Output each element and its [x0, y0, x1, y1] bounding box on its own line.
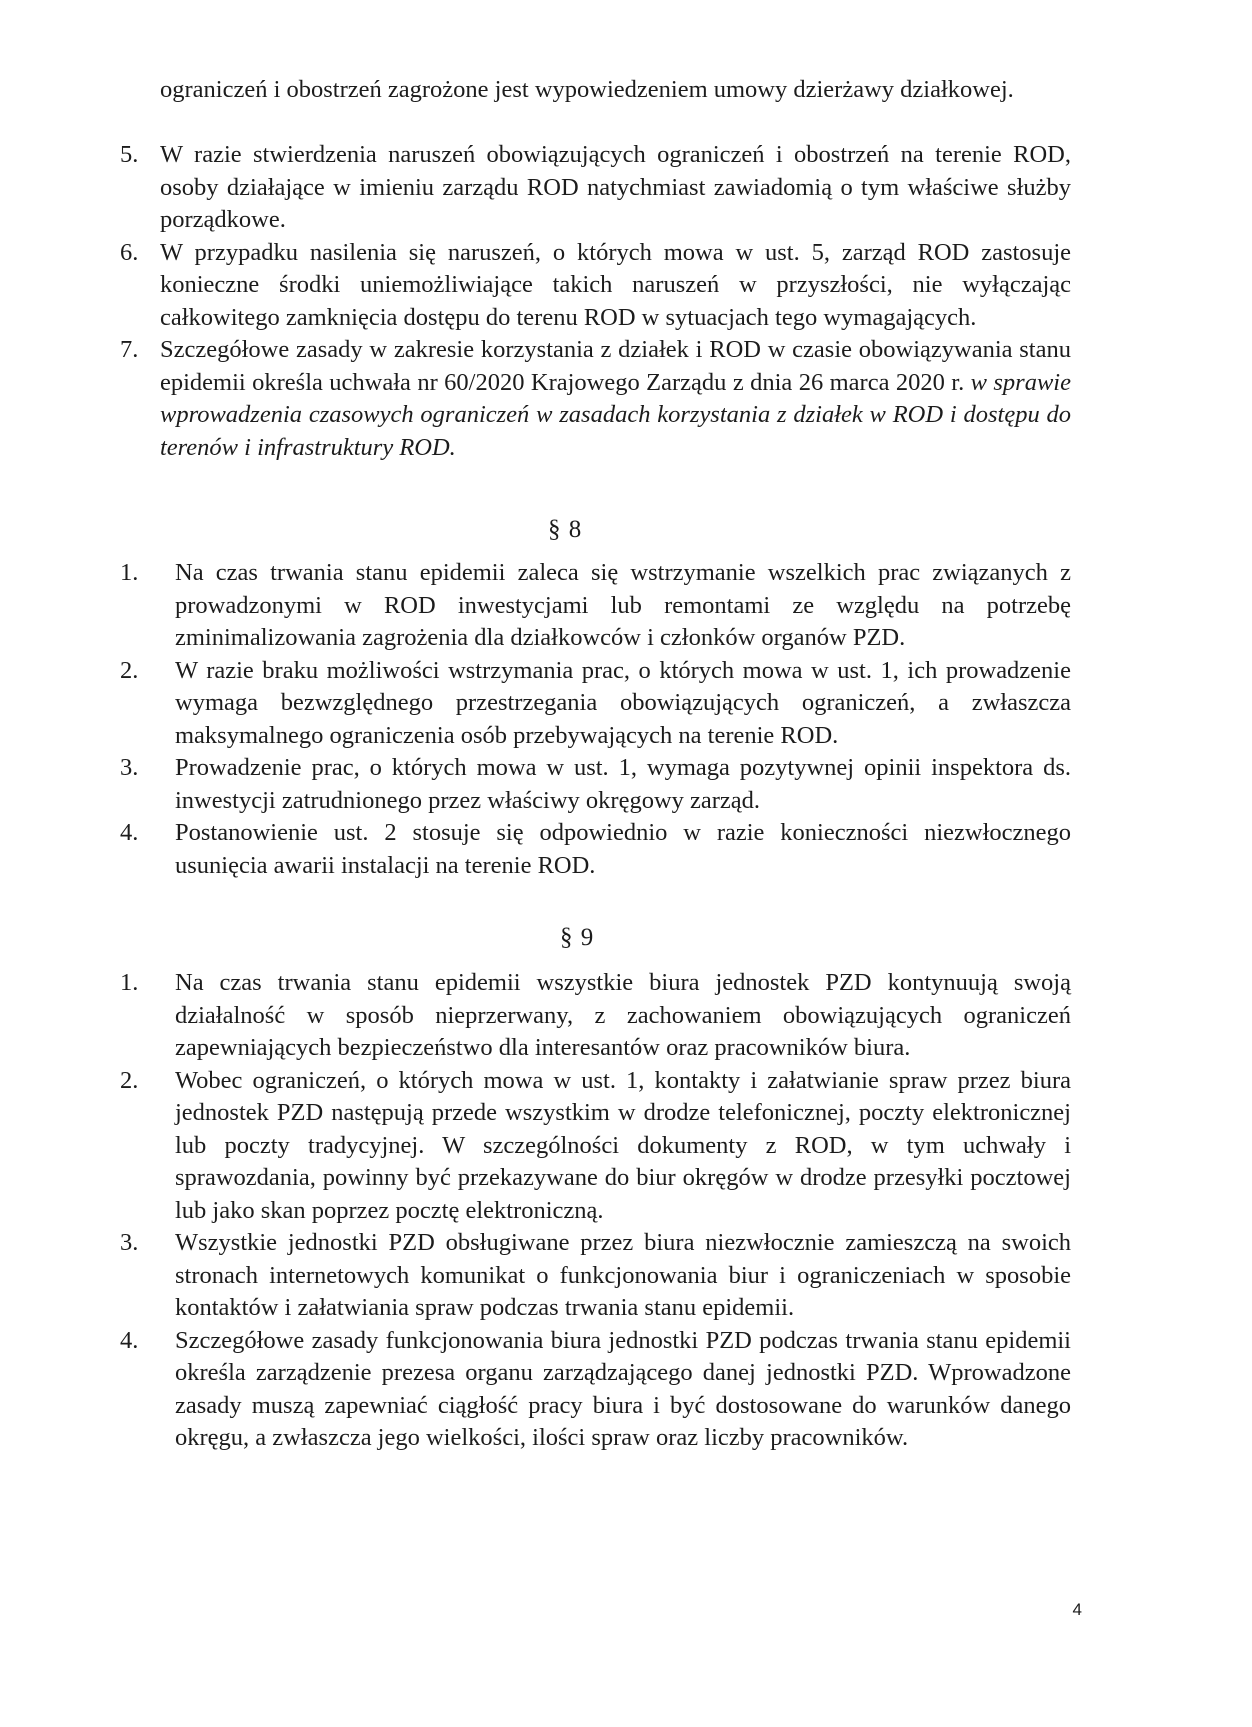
item-text: Postanowienie ust. 2 stosuje się odpowiednio w razie konieczności niezwłocznego usunięcia awarii instalacji na terenie ROD.	[175, 819, 1071, 879]
item-text: W razie braku możliwości wstrzymania prac, o których mowa w ust. 1, ich prowadzenie wymaga bezwzględnego przestrzegania obowiązujących ograniczeń, a zwłaszcza maksymalnego ograniczenia osób przebywających na terenie ROD.	[175, 656, 1071, 749]
item-number: 3.	[120, 754, 139, 781]
page-number: 4	[1072, 1600, 1082, 1619]
item-text: Na czas trwania stanu epidemii zaleca się wstrzymanie wszelkich prac związanych z prowadzonymi w ROD inwestycjami lub remontami ze względu na potrzebę zminimalizowania zagrożenia dla działkowców i członków organów PZD.	[175, 559, 1071, 651]
continuation-paragraph: ograniczeń i obostrzeń zagrożone jest wypowiedzeniem umowy dzierżawy działkowej.	[160, 76, 1014, 103]
item-number: 1.	[120, 969, 139, 996]
item-text: Wszystkie jednostki PZD obsługiwane przez biura niezwłocznie zamieszczą na swoich stronach internetowych komunikat o funkcjonowania biur i ograniczeniach w sposobie kontaktów i załatwiania spraw podczas trwania stanu epidemii.	[175, 1229, 1071, 1321]
list-item	[120, 334, 1071, 464]
item-text: W przypadku nasilenia się naruszeń, o których mowa w ust. 5, zarząd ROD zastosuje konieczne środki uniemożliwiające takich naruszeń w przyszłości, nie wyłączając całkowitego zamknięcia dostępu do terenu ROD w sytuacjach tego wymagających.	[160, 238, 1071, 331]
list-item	[120, 1227, 1071, 1325]
item-text: Na czas trwania stanu epidemii wszystkie biura jednostek PZD kontynuują swoją działalność w sposób nieprzerwany, z zachowaniem obowiązujących ograniczeń zapewniających bezpieczeństwo dla interesantów oraz pracowników biura.	[175, 969, 1071, 1061]
item-text: W razie stwierdzenia naruszeń obowiązujących ograniczeń i obostrzeń na terenie ROD, osoby działające w imieniu zarządu ROD natychmiast zawiadomią o tym właściwe służby porządkowe.	[160, 141, 1071, 233]
list-item	[120, 237, 1071, 335]
item-number: 7.	[120, 336, 139, 363]
section-9-list	[120, 967, 1071, 1455]
list-item	[120, 967, 1071, 1065]
item-number: 1.	[120, 559, 139, 586]
item-number: 4.	[120, 819, 139, 846]
list-item	[120, 1065, 1071, 1228]
item-number: 3.	[120, 1229, 139, 1256]
list-item	[120, 139, 1071, 237]
item-number: 2.	[120, 656, 139, 684]
item-text-with-title	[160, 334, 1071, 464]
top-list	[120, 139, 1071, 464]
list-item	[120, 1325, 1071, 1455]
list-item	[120, 557, 1071, 655]
resolution-title: w sprawie wprowadzenia czasowych ograniczeń w zasadach korzystania z działek w ROD i dostępu do terenów i infrastruktury ROD.	[160, 368, 1071, 461]
item-number: 4.	[120, 1326, 139, 1354]
item-number: 2.	[120, 1066, 139, 1094]
item-number: 6.	[120, 238, 139, 266]
section-8-list	[120, 557, 1071, 882]
section-heading-9: § 9	[560, 924, 595, 951]
item-text: Wobec ograniczeń, o których mowa w ust. 1, kontakty i załatwianie spraw przez biura jednostek PZD następują przede wszystkim w drodze telefonicznej, poczty elektronicznej lub poczty tradycyjnej. W szczególności dokumenty z ROD, w tym uchwały i sprawozdania, powinny być przekazywane do biur okręgów w drodze przesyłki pocztowej lub jako skan poprzez pocztę elektroniczną.	[175, 1066, 1071, 1224]
item-text: Szczegółowe zasady w zakresie korzystania z działek i ROD w czasie obowiązywania stanu epidemii określa uchwała nr 60/2020 Krajowego Zarządu z dnia 26 marca 2020 r.	[160, 336, 1071, 396]
list-item	[120, 655, 1071, 753]
section-heading-8: § 8	[548, 516, 583, 543]
item-number: 5.	[120, 141, 139, 168]
list-item	[120, 817, 1071, 882]
item-text: Prowadzenie prac, o których mowa w ust. 1, wymaga pozytywnej opinii inspektora ds. inwestycji zatrudnionego przez właściwy okręgowy zarząd.	[175, 754, 1071, 814]
item-text: Szczegółowe zasady funkcjonowania biura jednostki PZD podczas trwania stanu epidemii określa zarządzenie prezesa organu zarządzającego danej jednostki PZD. Wprowadzone zasady muszą zapewniać ciągłość pracy biura i być dostosowane do warunków danego okręgu, a zwłaszcza jego wielkości, ilości spraw oraz liczby pracowników.	[175, 1326, 1071, 1451]
list-item	[120, 752, 1071, 817]
